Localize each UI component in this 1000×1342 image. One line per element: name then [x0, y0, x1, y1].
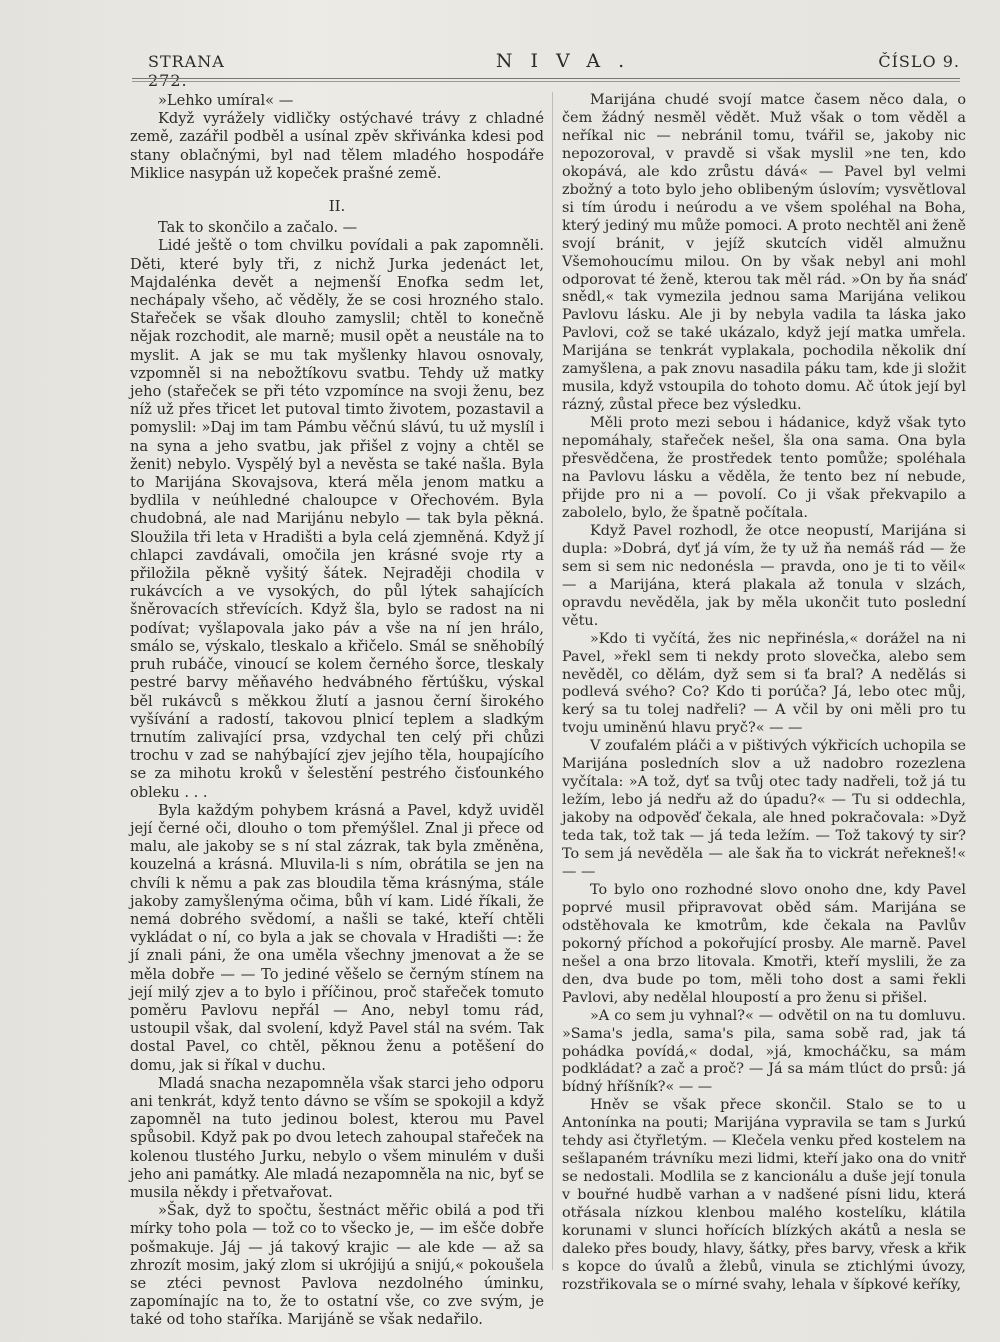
paragraph: Když vyrážely vidličky ostýchavé trávy z chladné země, zazářil podběl a usínal zpěv skřivánka kdesi pod stany oblačnými, byl nad tělem mladého hospodáře Miklice nasypán už kopeček prašné země.	[130, 110, 544, 182]
header-rule	[132, 78, 960, 82]
paragraph: »Kdo ti vyčítá, žes nic nepřinésla,« dorážel na ni Pavel, »řekl sem ti nekdy proto slovečka, alebo sem nevěděl, co dělám, dyž sem si ťa bral? A nedělás si podlevá svého? Co? Kdo ti porúča? Já, lebo otec můj, kerý sa tu tolej nadřeli? — A včil by oni měli pro tu tvoju uminěnú hlavu pryč?« — —	[562, 630, 966, 737]
paragraph: Byla každým pohybem krásná a Pavel, když uviděl její černé oči, dlouho o tom přemýšlel. Znal ji přece od malu, ale jakoby se s ní stal zázrak, tak byla změněna, kouzelná a krásná. Mluvila-li s ním, obrátila se jen na chvíli k němu a pak zas bloudila těma krásnýma, stále jakoby zamyšlenýma očima, bůh ví kam. Lidé říkali, že nemá dobrého svědomí, a našli se také, kteří chtěli vykládat o ní, co byla a jak se chovala v Hradišti —: že jí znali páni, že ona uměla všechny jmenovat a že se měla dobře — — To jediné věšelo se černým stínem na její milý zjev a to bylo i příčinou, proč stařeček tomuto poměru Pavlovu nepřál — Ano, nebyl tomu rád, ustoupil však, dal svolení, když Pavel stál na svém. Tak dostal Pavel, co chtěl, pěknou ženu a potěšení do domu, jak si říkal v duchu.	[130, 801, 544, 1074]
journal-title: NIVA.	[495, 50, 643, 72]
paragraph: »A co sem ju vyhnal?« — odvětil on na tu domluvu. »Sama's jedla, sama's pila, sama sobě rad, jak tá pohádka povídá,« dodal, »já, kmocháčku, sa mám podkládat? a zač a proč? — Já sa mám tlúct do prsů: já bídný hříšník?« — —	[562, 1007, 966, 1096]
paragraph: Lidé ještě o tom chvilku povídali a pak zapomněli. Děti, které byly tři, z nichž Jurka jedenáct let, Majdalénka devět a nejmenší Enofka sedm let, nechápaly všeho, ač věděly, že se cosi hrozného stalo. Stařeček se však dlouho zamyslil; chtěl to konečně nějak rozchodit, ale marně; musil opět a neustále na to myslit. A jak se mu tak myšlenky hlavou osnovaly, vzpomněl si na nebožtíkovu svatbu. Tehdy už matky jeho (stařeček se při této vzpomínce na svoji ženu, bez níž už přes třicet let putoval timto životem, pozastavil a pomyslil: »Daj im tam Pámbu věčnú slávú, tu už myslíl i na syna a jeho svatbu, jak přišel z vojny a chtěl se ženit) nebylo. Vyspělý byl a nevěsta se také našla. Byla to Marijána Skovajsova, která měla jenom matku a bydlila v neúhledné chaloupce v Ořechovém. Byla chudobná, ale nad Marijánu nebylo — tak byla pěkná. Sloužila tři leta v Hradišti a byla celá zjemněná. Když jí chlapci zavdávali, omočila jen krásné svoje rty a přiložila pěkně vyšitý šátek. Nejraději chodila v rukávcích a ve vysokých, do půl lýtek sahajících šněrovacích střevících. Když šla, bylo se radost na ni podívat; vyšlapovala jako páv a vše na ní jen hrálo, smálo se, výskalo, tleskalo a křičelo. Smál se sněhobílý pruh rubáče, vinoucí se kolem černého šorce, tleskaly pestré barvy měňavého hedvábného fěrtúšku, výskal běl rukávců s měkkou žlutí a jasnou černí širokého vyšívání a radostí, takovou plnicí teplem a sladkým trnutím zalivající prsa, vzdychal ten celý při chůzi trochu v zad se nahýbající zjev jejího těla, houpajícího se za mihotu kroků v šelestění pestrého čisťounkého obleku . . .	[130, 237, 544, 801]
paragraph: Tak to skončilo a začalo. —	[158, 219, 358, 237]
column-divider	[552, 92, 553, 1270]
paragraph: To bylo ono rozhodné slovo onoho dne, kdy Pavel poprvé musil připravovat oběd sám. Marijána se odstěhovala ke kmotrům, kde čekala na Pavlův pokorný příchod a pokořující prosby. Ale marně. Pavel nešel a ona brzo litovala. Kmotři, kteří myslili, že za den, dva bude po tom, měli toho dost a sami řekli Pavlovi, aby nedělal hloupostí a pro ženu si přišel.	[562, 881, 966, 1006]
paragraph: V zoufalém pláči a v pištivých výkřicích uchopila se Marijána posledních slov a už nadobro rozezlena vyčítala: »A tož, dyť sa tvůj otec tady nadřeli, tož já tu ležím, lebo já nedřu až do úpadu?« — Tu si oddechla, jakoby na odpověď čekala, ale hned pokračovala: »Dyž teda tak, tož tak — já teda ležím. — Tož takový ty sir? To sem já nevěděla — ale šak ňa to vickrát neřekneš!« — —	[562, 738, 966, 880]
paragraph: Měli proto mezi sebou i hádanice, když však tyto nepomáhaly, stařeček nešel, šla ona sama. Ona byla přesvědčena, že prostředek tento pomůže; spoléhala na Pavlovu lásku a věděla, že tento bez ní nebude, přijde pro ni a — povolí. Co ji však překvapilo a zabolelo, bylo, že špatně počítala.	[562, 415, 966, 521]
page-number: STRANA 272.	[148, 52, 225, 90]
paragraph: Marijána chudé svojí matce časem něco dala, o čem žádný nesměl vědět. Muž však o tom věděl a neříkal nic — nebránil tomu, tvářil se, jakoby nic nepozoroval, v pravdě si však myslil »ne ten, kdo okopává, ale kdo zrůstu dává« — Pavel byl velmi zbožný a toto bylo jeho oblibeným úslovím; vysvětloval si tím úrodu i neúrodu a ve všem spoléhal na Boha, který jediný mu může pomoci. A proto nechtěl ani ženě svojí bránit, v jejíž skutcích viděl almužnu Všemohoucímu milou. On by však nebyl ani mohl odporovat té ženě, kterou tak měl rád. »On by ňa snáď snědl,« tak vymezila jednou sama Marijána velikou Pavlovu lásku. Ale ji by nebyla vadila ta láska jako Pavlovi, což se také ukázalo, když její matka umřela. Marijána se tenkrát vyplakala, pochodila několik dní zamyšlena, a pak znovu nasadila páku tam, kde ji složit musila, když vstoupila do tohoto domu. Ač útok její byl rázný, zůstal přece bez výsledku.	[562, 92, 966, 414]
page-header	[148, 50, 960, 90]
section-heading: II.	[328, 197, 346, 216]
right-column	[562, 92, 966, 1295]
paragraph: Mladá snacha nezapomněla však starci jeho odporu ani tenkrát, když tento dávno se vším se spokojil a když zapomněl na tuto jedinou bolest, kterou mu Pavel spůsobil. Když pak po dvou letech zahoupal stařeček na kolenou tlustého Jurku, nebylo o všem minulém v duši jeho ani památky. Ale mladá nezapomněla na nic, byť se musila někdy i přetvařovat.	[130, 1074, 544, 1201]
paragraph: »Lehko umíral« —	[158, 92, 294, 109]
issue-number: ČÍSLO 9.	[878, 52, 960, 71]
paragraph: Hněv se však přece skončil. Stalo se to u Antonínka na pouti; Marijána vypravila se tam s Jurkú tehdy asi čtyřletým. — Klečela venku před kostelem na sešlapaném trávníku mezi lidmi, kteří jako ona do vnitř se nedostali. Modlila se z kancionálu a duše její tonula v bouřné hudbě varhan a v nadšené písni lidu, která otřásala nízkou klenbou malého kostelíku, klátila korunami v slunci hořících blízkých akátů a nesla se daleko přes boudy, hlavy, šátky, přes barvy, vřesk a křik s kopce do úvalů a žlebů, vinula se ztichlými úvozy, rozstřikovala se o mírné svahy, lehala v šípkové keříky,	[562, 1097, 966, 1293]
paragraph: »Šak, dyž to spočtu, šestnáct měřic obilá a pod tři mírky toho pola — tož co to všecko je, — im ešče dobře pošmakuje. Jáj — já takový krajic — ale kde — až sa zhrozít mosim, jaký zlom si ukrójijú a snijú,« pokoušela se ztéci pevnost Pavlova nezdolného úminku, zapomínajíc na to, že to ostatní vše, co zve svým, je také od toho staříka. Marijáně se však nedařilo.	[130, 1202, 544, 1329]
left-column	[130, 92, 544, 1330]
paragraph: Když Pavel rozhodl, že otce neopustí, Marijána si dupla: »Dobrá, dyť já vím, že ty už ňa nemáš rád — že sem si sem nic nedonésla — pravda, ono je ti to věil« — a Marijána, která plakala až tonula v slzách, opravdu nevěděla, jak by měla ukončit tuto poslední větu.	[562, 522, 966, 629]
